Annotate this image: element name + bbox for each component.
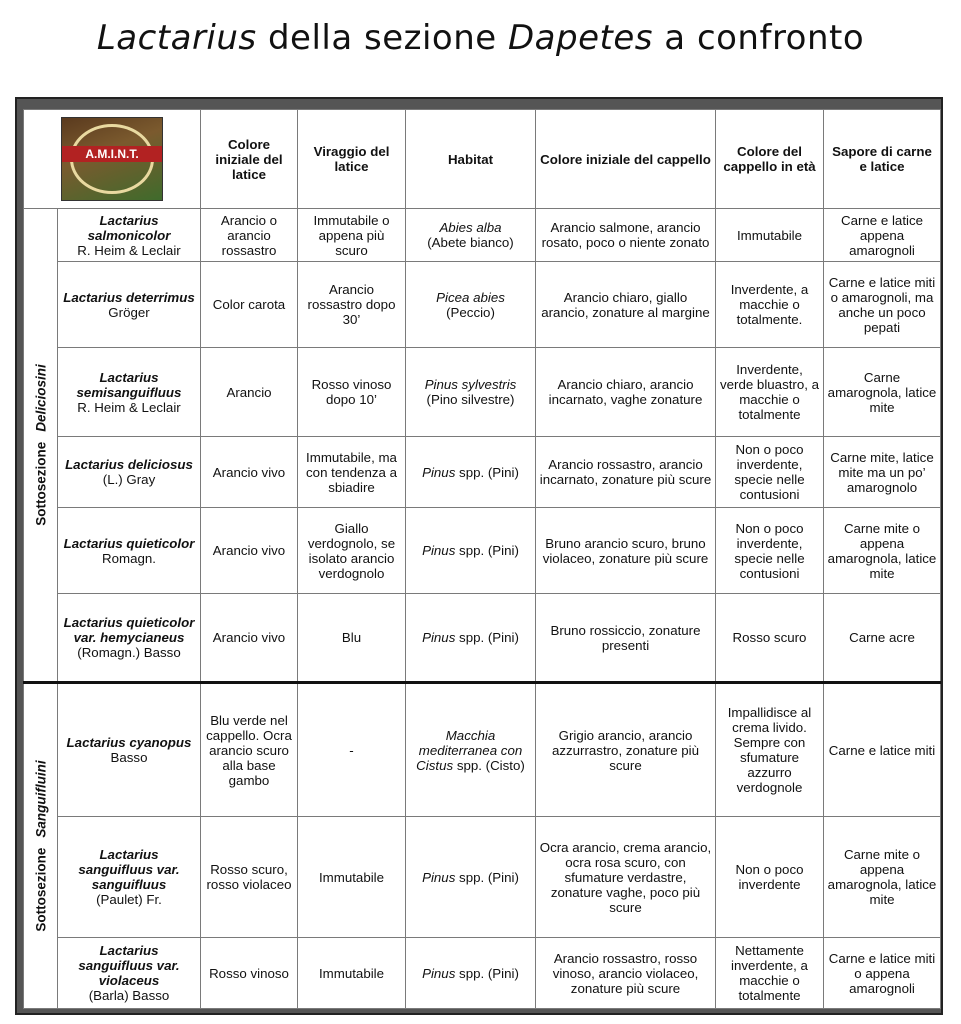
- habitat-cell: [406, 262, 536, 348]
- section-name: Deliciosini: [33, 364, 48, 432]
- cappello-cell: Arancio salmone, arancio rosato, poco o niente zonato: [536, 209, 716, 262]
- sapore-cell: Carne e latice miti: [824, 683, 941, 817]
- viraggio-cell: Rosso vinoso dopo 10’: [298, 348, 406, 437]
- header-viraggio: Viraggio del latice: [298, 110, 406, 209]
- species-name: Lactarius sanguifluus var. violaceus: [78, 943, 180, 988]
- species-cell: [58, 348, 201, 437]
- habitat-scientific: Macchia mediterranea con Cistus: [416, 727, 523, 773]
- cappello-cell: Arancio chiaro, giallo arancio, zonature al margine: [536, 262, 716, 348]
- habitat-scientific: Abies alba: [439, 220, 502, 235]
- habitat-cell: [406, 437, 536, 508]
- sapore-cell: Carne e latice appena amarognoli: [824, 209, 941, 262]
- species-name: Lactarius quieticolor var. hemycianeus: [63, 615, 195, 645]
- logo-cell: [24, 110, 201, 209]
- species-cell: [58, 594, 201, 683]
- table-row: [24, 817, 941, 938]
- title-end: a confronto: [664, 18, 865, 58]
- species-cell: [58, 437, 201, 508]
- amint-logo: [61, 117, 163, 201]
- header-cappello-eta: Colore del cappello in età: [716, 110, 824, 209]
- habitat-common: spp. (Cisto): [456, 757, 525, 773]
- cappello-cell: Bruno arancio scuro, bruno violaceo, zonature più scure: [536, 508, 716, 594]
- eta-cell: Non o poco inverdente, specie nelle contusioni: [716, 508, 824, 594]
- table-row: [24, 437, 941, 508]
- species-author: (Romagn.) Basso: [77, 645, 181, 660]
- habitat-cell: [406, 817, 536, 938]
- latice-cell: Arancio vivo: [201, 594, 298, 683]
- latice-cell: Rosso scuro, rosso violaceo: [201, 817, 298, 938]
- table-row: [24, 938, 941, 1009]
- section-sanguifluini: [24, 683, 58, 1009]
- cappello-cell: Arancio rossastro, rosso vinoso, arancio violaceo, zonature più scure: [536, 938, 716, 1009]
- latice-cell: Blu verde nel cappello. Ocra arancio scuro alla base gambo: [201, 683, 298, 817]
- species-author: (Barla) Basso: [88, 988, 170, 1003]
- species-author: (L.) Gray: [102, 472, 156, 487]
- latice-cell: Arancio vivo: [201, 437, 298, 508]
- species-name: Lactarius semisanguifluus: [76, 369, 182, 400]
- eta-cell: Non o poco inverdente, specie nelle contusioni: [716, 437, 824, 508]
- viraggio-cell: Giallo verdognolo, se isolato arancio verdognolo: [298, 508, 406, 594]
- title-middle: della sezione: [267, 18, 497, 58]
- species-cell: [58, 209, 201, 262]
- eta-cell: Impallidisce al crema livido. Sempre con sfumature azzurro verdognole: [716, 683, 824, 817]
- habitat-scientific: Pinus sylvestris: [424, 377, 517, 392]
- species-cell: [58, 683, 201, 817]
- section-name: Sanguifluini: [33, 760, 48, 838]
- section-label: Sottosezione: [33, 441, 48, 526]
- viraggio-cell: Immutabile o appena più scuro: [298, 209, 406, 262]
- viraggio-cell: Immutabile: [298, 817, 406, 938]
- habitat-common: (Pino silvestre): [426, 392, 515, 407]
- section-label: Sottosezione: [33, 847, 48, 932]
- cappello-cell: Arancio chiaro, arancio incarnato, vaghe zonature: [536, 348, 716, 437]
- species-author: R. Heim & Leclair: [77, 242, 181, 258]
- habitat-common: (Abete bianco): [427, 235, 514, 250]
- habitat-common: spp. (Pini): [459, 543, 519, 558]
- habitat-scientific: Pinus: [422, 869, 456, 885]
- eta-cell: Rosso scuro: [716, 594, 824, 683]
- cappello-cell: Bruno rossiccio, zonature presenti: [536, 594, 716, 683]
- species-author: R. Heim & Leclair: [77, 399, 181, 415]
- species-name: Lactarius deliciosus: [65, 457, 193, 472]
- habitat-cell: [406, 594, 536, 683]
- sapore-cell: Carne mite o appena amarognola, latice mite: [824, 508, 941, 594]
- latice-cell: Arancio o arancio rossastro: [201, 209, 298, 262]
- sapore-cell: Carne acre: [824, 594, 941, 683]
- header-row: [24, 110, 941, 209]
- cappello-cell: Arancio rossastro, arancio incarnato, zonature più scure: [536, 437, 716, 508]
- habitat-scientific: Pinus: [422, 543, 456, 558]
- title-section: Dapetes: [508, 18, 653, 58]
- sapore-cell: Carne e latice miti o appena amarognoli: [824, 938, 941, 1009]
- habitat-common: spp. (Pini): [459, 965, 519, 981]
- latice-cell: Color carota: [201, 262, 298, 348]
- viraggio-cell: Arancio rossastro dopo 30’: [298, 262, 406, 348]
- viraggio-cell: Immutabile, ma con tendenza a sbiadire: [298, 437, 406, 508]
- species-author: Gröger: [108, 304, 150, 320]
- species-name: Lactarius quieticolor: [63, 535, 195, 551]
- sapore-cell: Carne e latice miti o amarognoli, ma anche un poco pepati: [824, 262, 941, 348]
- logo-text: A.M.I.N.T.: [62, 146, 162, 162]
- habitat-cell: [406, 938, 536, 1009]
- latice-cell: Arancio: [201, 348, 298, 437]
- species-cell: [58, 938, 201, 1009]
- species-cell: [58, 262, 201, 348]
- habitat-cell: [406, 348, 536, 437]
- eta-cell: Inverdente, verde bluastro, a macchie o totalmente: [716, 348, 824, 437]
- eta-cell: Inverdente, a macchie o totalmente.: [716, 262, 824, 348]
- habitat-common: spp. (Pini): [459, 869, 519, 885]
- habitat-common: spp. (Pini): [459, 464, 519, 480]
- species-cell: [58, 817, 201, 938]
- viraggio-cell: Immutabile: [298, 938, 406, 1009]
- habitat-cell: [406, 683, 536, 817]
- species-author: (Paulet) Fr.: [96, 892, 162, 907]
- latice-cell: Arancio vivo: [201, 508, 298, 594]
- header-colore-cappello: Colore iniziale del cappello: [536, 110, 716, 209]
- cappello-cell: Ocra arancio, crema arancio, ocra rosa scuro, con sfumature verdastre, zonature vaghe, poco più scure: [536, 817, 716, 938]
- species-author: Romagn.: [102, 550, 156, 566]
- habitat-scientific: Pinus: [422, 464, 456, 480]
- viraggio-cell: Blu: [298, 594, 406, 683]
- habitat-scientific: Pinus: [422, 965, 456, 981]
- header-sapore: Sapore di carne e latice: [824, 110, 941, 209]
- sapore-cell: Carne mite o appena amarognola, latice mite: [824, 817, 941, 938]
- eta-cell: Non o poco inverdente: [716, 817, 824, 938]
- header-habitat: Habitat: [406, 110, 536, 209]
- cappello-cell: Grigio arancio, arancio azzurrastro, zonature più scure: [536, 683, 716, 817]
- page-title: [0, 18, 961, 58]
- title-genus: Lactarius: [96, 18, 257, 58]
- comparison-table: [23, 109, 941, 1009]
- latice-cell: Rosso vinoso: [201, 938, 298, 1009]
- habitat-cell: [406, 209, 536, 262]
- eta-cell: Nettamente inverdente, a macchie o totalmente: [716, 938, 824, 1009]
- table-row: [24, 348, 941, 437]
- eta-cell: Immutabile: [716, 209, 824, 262]
- table-row: [24, 594, 941, 683]
- habitat-scientific: Pinus: [422, 630, 456, 645]
- species-author: Basso: [110, 750, 148, 765]
- section-deliciosini: [24, 209, 58, 683]
- species-name: Lactarius deterrimus: [63, 289, 195, 305]
- habitat-cell: [406, 508, 536, 594]
- viraggio-cell: -: [298, 683, 406, 817]
- table-row: [24, 209, 941, 262]
- species-name: Lactarius salmonicolor: [87, 212, 171, 243]
- habitat-scientific: Picea abies: [436, 289, 505, 305]
- sapore-cell: Carne mite, latice mite ma un po’ amarognolo: [824, 437, 941, 508]
- table-row: [24, 683, 941, 817]
- species-name: Lactarius sanguifluus var. sanguifluus: [78, 847, 180, 892]
- header-colore-latice: Colore iniziale del latice: [201, 110, 298, 209]
- species-cell: [58, 508, 201, 594]
- sapore-cell: Carne amarognola, latice mite: [824, 348, 941, 437]
- table-row: [24, 508, 941, 594]
- habitat-common: spp. (Pini): [459, 630, 519, 645]
- habitat-common: (Peccio): [446, 304, 495, 320]
- table-row: [24, 262, 941, 348]
- species-name: Lactarius cyanopus: [66, 735, 192, 750]
